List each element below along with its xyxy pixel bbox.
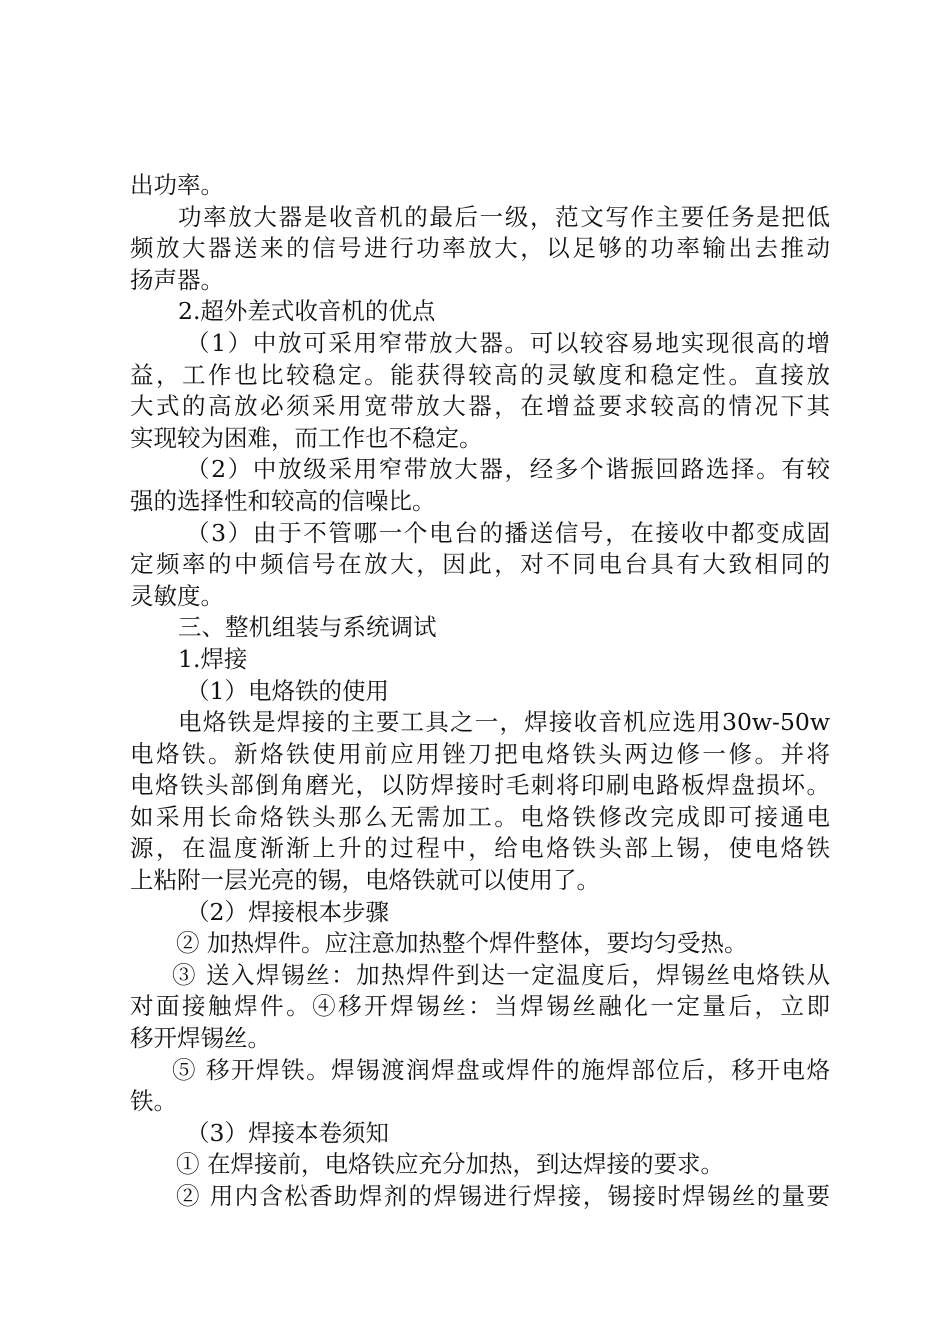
document-body — [130, 170, 830, 1213]
text-line: ② 用内含松香助焊剂的焊锡进行焊接，锡接时焊锡丝的量要 — [176, 1182, 830, 1210]
section-heading: 2.超外差式收音机的优点 — [178, 297, 436, 326]
text-line: 电烙铁头部倒角磨光，以防焊接时毛刺将印刷电路板焊盘损坏。 — [130, 771, 830, 800]
text-line: （1）中放可采用窄带放大器。可以较容易地实现很高的增 — [186, 328, 830, 357]
text-line: 出功率。 — [130, 171, 224, 199]
text-line: 益，工作也比较稳定。能获得较高的灵敏度和稳定性。直接放 — [130, 360, 830, 389]
text-line: 铁。 — [130, 1087, 177, 1116]
subsection-heading: 1.焊接 — [178, 644, 248, 673]
text-line: 源，在温度渐渐上升的过程中，给电烙铁头部上锡，使电烙铁 — [130, 834, 830, 863]
text-line: ⑤ 移开焊铁。焊锡渡润焊盘或焊件的施焊部位后，移开电烙 — [172, 1055, 830, 1084]
text-line: 强的选择性和较高的信噪比。 — [130, 486, 436, 515]
text-line: 对面接触焊件。④移开焊锡丝：当焊锡丝融化一定量后，立即 — [130, 992, 830, 1021]
text-line: （2）中放级采用窄带放大器，经多个谐振回路选择。有较 — [186, 455, 830, 484]
text-line: ③ 送入焊锡丝：加热焊件到达一定温度后，焊锡丝电烙铁从 — [172, 960, 830, 989]
text-line: 灵敏度。 — [130, 581, 224, 610]
section-heading: 三、整机组装与系统调试 — [178, 613, 437, 642]
text-line: （3）由于不管哪一个电台的播送信号，在接收中都变成固 — [186, 518, 830, 547]
subsection-heading: （2）焊接根本步骤 — [186, 897, 389, 926]
subsection-heading: （3）焊接本卷须知 — [186, 1118, 389, 1147]
text-line: 扬声器。 — [130, 265, 224, 294]
text-line: 上粘附一层光亮的锡，电烙铁就可以使用了。 — [130, 866, 600, 895]
text-line: 功率放大器是收音机的最后一级，范文写作主要任务是把低 — [178, 202, 830, 231]
text-line: 电烙铁是焊接的主要工具之一，焊接收音机应选用30w-50w — [178, 708, 830, 737]
text-line: 电烙铁。新烙铁使用前应用锉刀把电烙铁头两边修一修。并将 — [130, 739, 830, 768]
text-line: ② 加热焊件。应注意加热整个焊件整体，要均匀受热。 — [176, 929, 748, 958]
text-line: 移开焊锡丝。 — [130, 1024, 271, 1053]
text-line: 定频率的中频信号在放大，因此，对不同电台具有大致相同的 — [130, 550, 830, 579]
text-line: 大式的高放必须采用宽带放大器，在增益要求较高的情况下其 — [130, 392, 830, 421]
subsection-heading: （1）电烙铁的使用 — [186, 676, 389, 705]
text-line: ① 在焊接前，电烙铁应充分加热，到达焊接的要求。 — [176, 1150, 724, 1179]
text-line: 实现较为困难，而工作也不稳定。 — [130, 423, 483, 452]
text-line: 频放大器送来的信号进行功率放大，以足够的功率输出去推动 — [130, 234, 830, 263]
text-line: 如采用长命烙铁头那么无需加工。电烙铁修改完成即可接通电 — [130, 802, 830, 831]
